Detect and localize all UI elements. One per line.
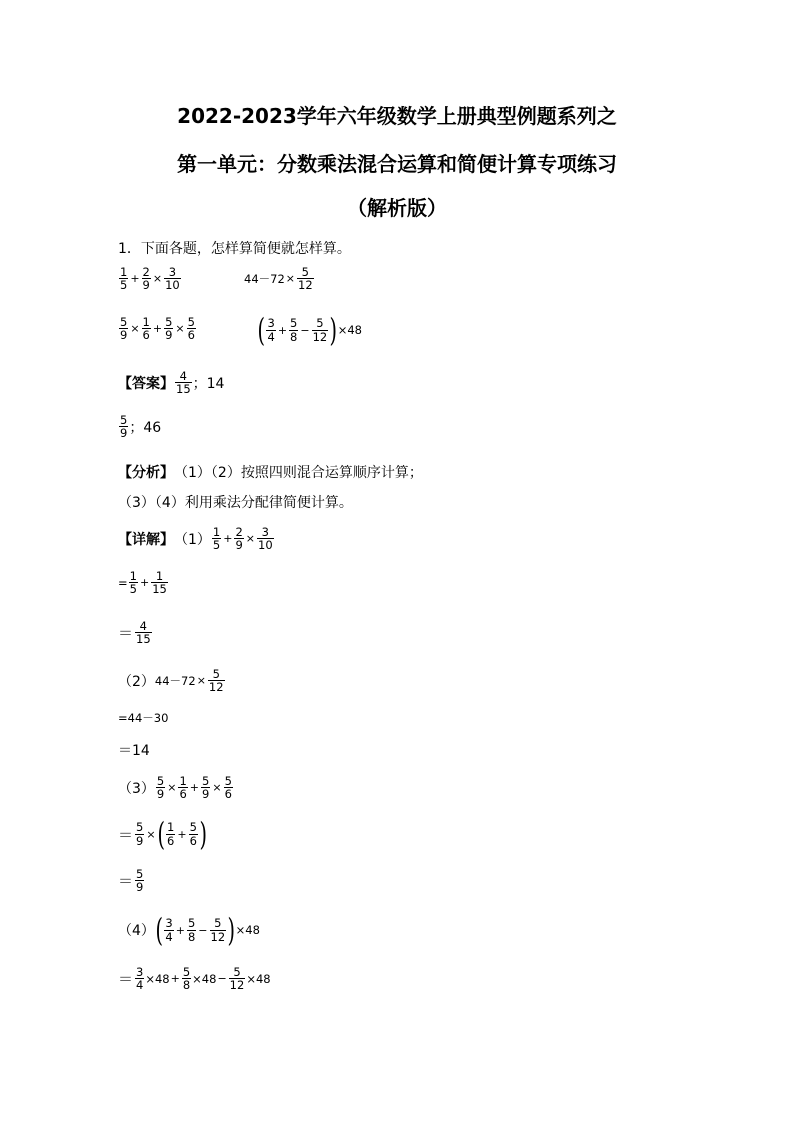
detail-step-1a: = $\frac{1}{5}$ + $\frac{1}{15}$ [118,569,167,597]
fraction: $\frac{1}{6}$ [142,315,150,343]
fraction: $\frac{1}{15}$ [152,569,167,597]
detail-step-3b: ＝ $\frac{5}{9}$ [118,867,144,895]
fraction: $\frac{5}{12}$ [210,916,226,944]
fraction: $\frac{3}{4}$ [136,965,144,993]
fraction: $\frac{5}{12}$ [208,667,224,695]
detail-step-3-expression: （3） $\frac{5}{9}$ × $\frac{1}{6}$ + $\frac{5}{9}$ × $\frac{5}{6}$ [118,774,232,802]
fraction: $\frac{2}{9}$ [235,525,243,553]
fraction: $\frac{4}{15}$ [176,369,191,397]
detail-step-4-expression: （4） ( $\frac{3}{4}$ + $\frac{5}{8}$ − $\frac{5}{12}$ ) ×48 [118,911,260,949]
fraction: $\frac{3}{10}$ [165,265,180,293]
fraction: $\frac{5}{9}$ [156,774,165,802]
fraction: $\frac{5}{6}$ [189,820,197,848]
fraction: $\frac{5}{12}$ [312,316,328,344]
detail-step-2-expression: （2） 44－72 × $\frac{5}{12}$ [118,667,224,695]
detail-step-2a: =44－30 [118,711,169,725]
fraction: $\frac{3}{4}$ [165,916,173,944]
fraction: $\frac{5}{8}$ [290,316,298,344]
fraction: $\frac{5}{12}$ [298,265,313,293]
fraction: $\frac{4}{15}$ [136,619,151,647]
analysis-line2: （3）（4）利用乘法分配律简便计算。 [118,495,353,511]
fraction: $\frac{1}{5}$ [129,569,137,597]
fraction: $\frac{5}{6}$ [224,774,232,802]
fraction: $\frac{5}{8}$ [187,916,196,944]
fraction: $\frac{3}{10}$ [258,525,273,553]
fraction: $\frac{5}{9}$ [136,820,144,848]
fraction: $\frac{5}{9}$ [120,413,128,441]
detail-step-2b: ＝14 [118,743,150,759]
fraction: $\frac{1}{6}$ [167,820,175,848]
question-prompt: 1．下面各题，怎样算简便就怎样算。 [118,241,351,257]
fraction: $\frac{5}{8}$ [182,965,191,993]
answer-line2: $\frac{5}{9}$ ；46 [120,413,162,441]
fraction: $\frac{5}{9}$ [136,867,144,895]
analysis-line1: 【分析】 （1）（2）按照四则混合运算顺序计算； [118,465,423,481]
fraction: $\frac{5}{12}$ [229,965,245,993]
fraction: $\frac{3}{4}$ [267,316,275,344]
fraction: $\frac{1}{5}$ [120,265,128,293]
document-title-line2: 第一单元：分数乘法混合运算和简便计算专项练习 [177,152,617,176]
fraction: $\frac{5}{9}$ [202,774,210,802]
problem-1-expression: $\frac{1}{5}$ + $\frac{2}{9}$ × $\frac{3}{10}$ [120,265,180,293]
answer-line1: 【答案】 $\frac{4}{15}$ ；14 [118,369,225,397]
fraction: $\frac{5}{9}$ [120,315,128,343]
detail-step-1-expression: 【详解】 （1） $\frac{1}{5}$ + $\frac{2}{9}$ × $\frac{3}{10}$ [118,525,273,553]
detail-step-1b: ＝ $\frac{4}{15}$ [118,619,151,647]
fraction: $\frac{1}{5}$ [212,525,221,553]
fraction: $\frac{5}{6}$ [187,315,195,343]
problem-2-expression: 44－72 × $\frac{5}{12}$ [244,265,313,293]
detail-step-3a: ＝ $\frac{5}{9}$ × ( $\frac{1}{6}$ + $\frac{5}{6}$ ) [118,815,207,853]
fraction: $\frac{1}{6}$ [179,774,187,802]
fraction: $\frac{2}{9}$ [142,265,150,293]
fraction: $\frac{5}{9}$ [165,315,173,343]
document-title-line3: （解析版） [347,196,447,220]
detail-step-4a: ＝ $\frac{3}{4}$ ×48 + $\frac{5}{8}$ ×48 − $\frac{5}{12}$ ×48 [118,965,271,993]
problem-4-expression: ( $\frac{3}{4}$ + $\frac{5}{8}$ − $\frac{5}{12}$ ) ×48 [257,311,362,349]
document-title-line1: 2022-2023学年六年级数学上册典型例题系列之 [177,104,617,128]
problem-3-expression: $\frac{5}{9}$ × $\frac{1}{6}$ + $\frac{5}{9}$ × $\frac{5}{6}$ [120,315,195,343]
